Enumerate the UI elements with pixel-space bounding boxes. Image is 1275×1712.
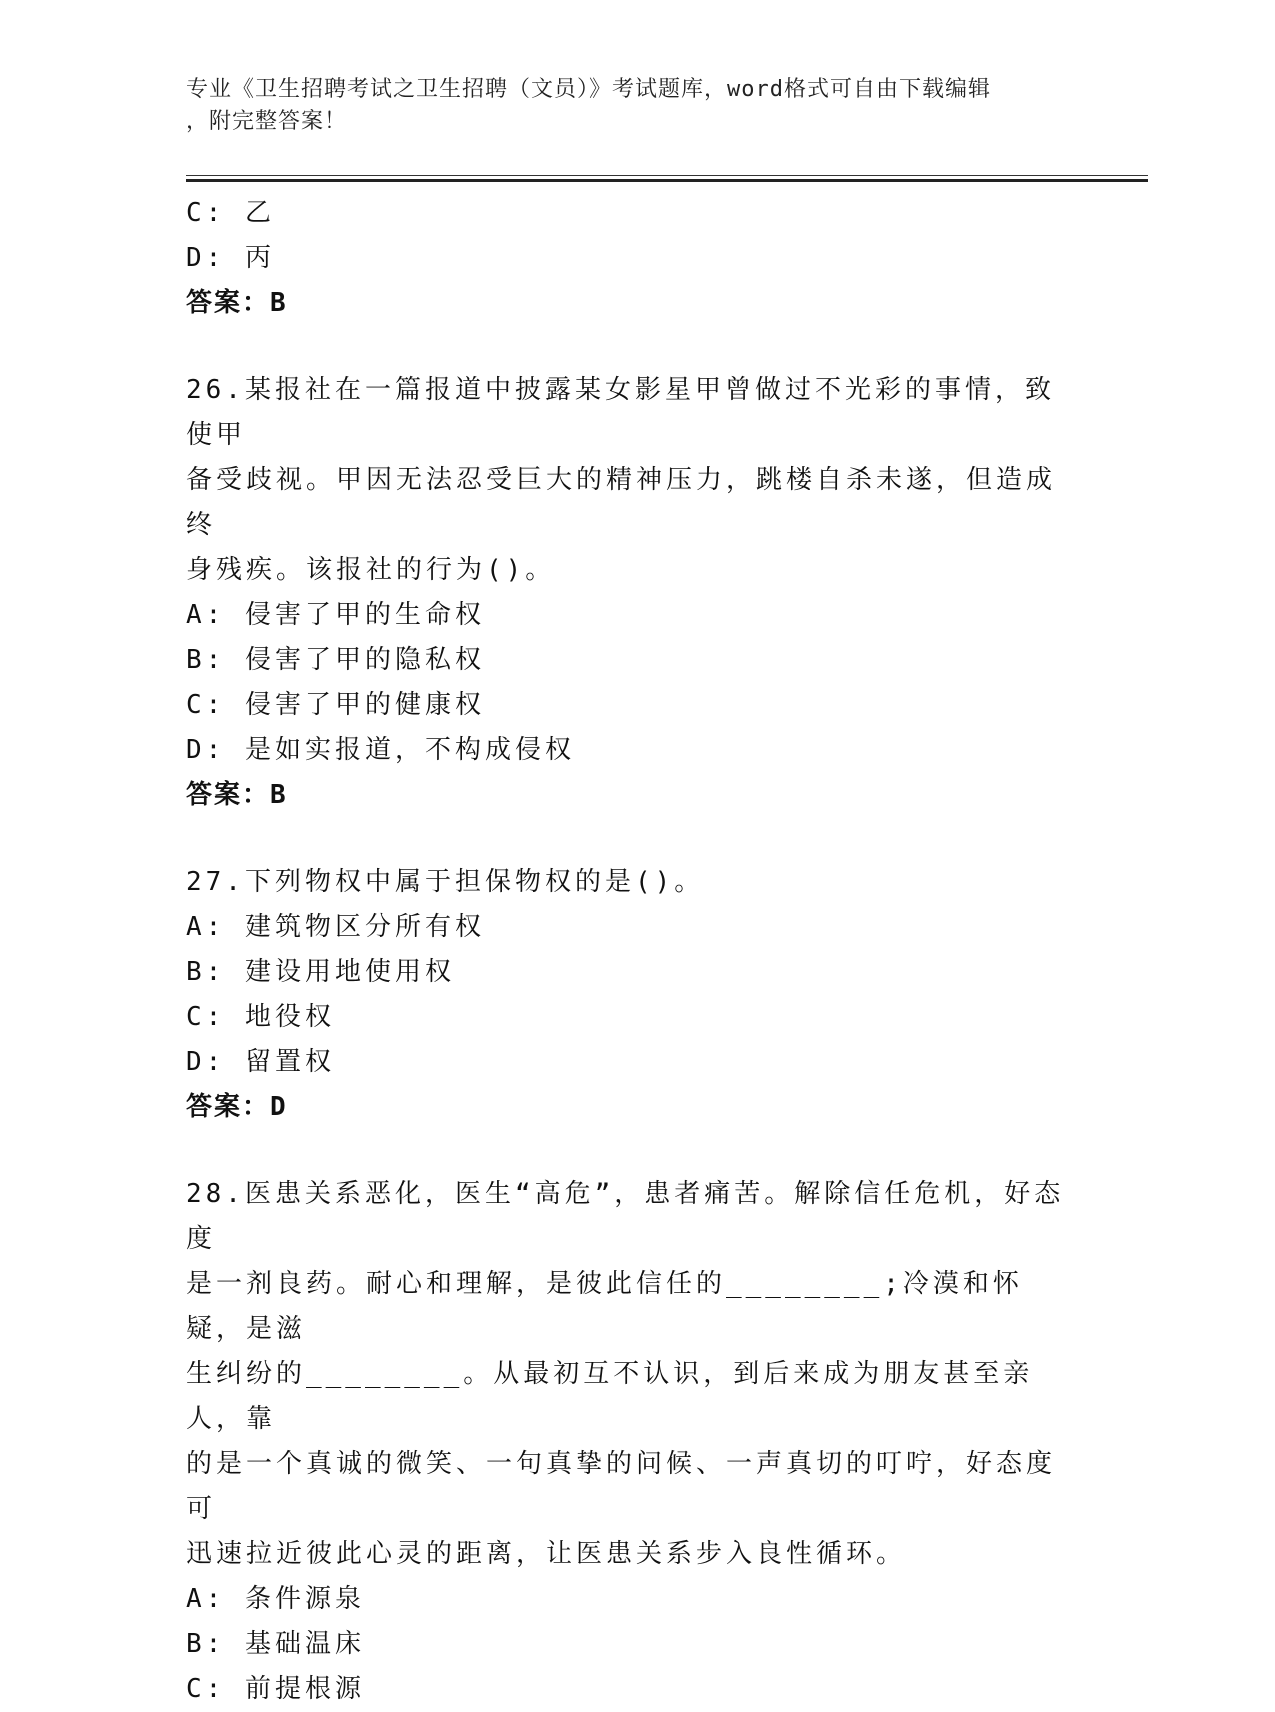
header-divider-thick xyxy=(186,179,1148,182)
option-b: B: 建设用地使用权 xyxy=(186,957,455,987)
option-a: A: 条件源泉 xyxy=(186,1584,365,1614)
option-c: C: 地役权 xyxy=(186,1002,335,1032)
answer: 答案：B xyxy=(186,288,288,318)
question-stem-line: 生纠纷的________。从最初互不认识，到后来成为朋友甚至亲人，靠 xyxy=(186,1359,1034,1434)
answer: 答案：D xyxy=(186,1092,288,1122)
option-d: D: 是如实报道，不构成侵权 xyxy=(186,735,575,765)
question-stem-line: 的是一个真诚的微笑、一句真挚的问候、一声真切的叮咛，好态度可 xyxy=(186,1449,1057,1524)
question-stem-line: 26.某报社在一篇报道中披露某女影星甲曾做过不光彩的事情，致使甲 xyxy=(186,375,1055,450)
question-stem-line: 是一剂良药。耐心和理解，是彼此信任的________;冷漠和怀疑，是滋 xyxy=(186,1269,1023,1344)
question-stem-line: 身残疾。该报社的行为()。 xyxy=(186,555,556,585)
option-b: B: 基础温床 xyxy=(186,1629,365,1659)
header-divider-thin xyxy=(186,175,1148,176)
question-26 xyxy=(186,368,1076,818)
question-stem-line: 备受歧视。甲因无法忍受巨大的精神压力，跳楼自杀未遂，但造成终 xyxy=(186,465,1057,540)
option-c: C: 乙 xyxy=(186,198,275,228)
option-d: D: 留置权 xyxy=(186,1047,335,1077)
option-b: B: 侵害了甲的隐私权 xyxy=(186,645,485,675)
header-line-1: 专业《卫生招聘考试之卫生招聘（文员）》考试题库，word格式可自由下载编辑 xyxy=(186,77,991,102)
header-line-2: ，附完整答案！ xyxy=(186,109,348,134)
option-c: C: 侵害了甲的健康权 xyxy=(186,690,485,720)
question-stem-line: 28.医患关系恶化，医生“高危”，患者痛苦。解除信任危机，好态度 xyxy=(186,1179,1065,1254)
answer: 答案：B xyxy=(186,780,288,810)
option-a: A: 侵害了甲的生命权 xyxy=(186,600,485,630)
option-d: D: 丙 xyxy=(186,243,275,273)
document-header xyxy=(186,74,1066,138)
question-28 xyxy=(186,1172,1076,1712)
option-a: A: 建筑物区分所有权 xyxy=(186,912,485,942)
question-stem-line: 迅速拉近彼此心灵的距离，让医患关系步入良性循环。 xyxy=(186,1539,907,1569)
question-25-tail xyxy=(186,191,1076,326)
question-stem-line: 27.下列物权中属于担保物权的是()。 xyxy=(186,867,705,897)
question-27 xyxy=(186,860,1076,1130)
option-c: C: 前提根源 xyxy=(186,1674,365,1704)
question-list xyxy=(186,191,1076,1712)
